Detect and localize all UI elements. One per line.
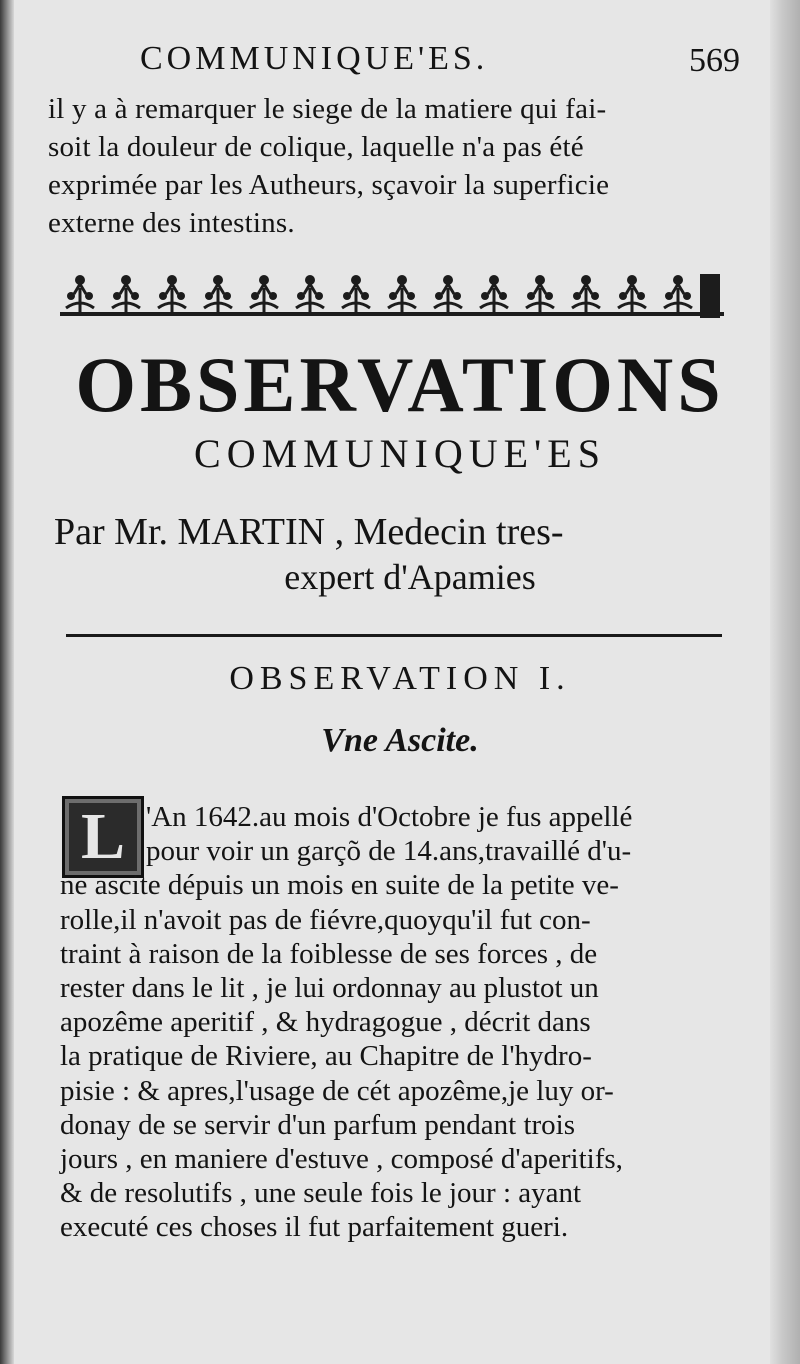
author-line: Par Mr. MARTIN , Medecin tres- bbox=[54, 511, 564, 553]
observation-body bbox=[60, 800, 750, 1245]
text-line: apozême aperitif , & hydragogue , décrit dans bbox=[60, 1006, 591, 1039]
text-line: rester dans le lit , je lui ordonnay au plustot un bbox=[60, 972, 599, 1005]
text-line: externe des intestins. bbox=[48, 207, 295, 239]
section-title: OBSERVATIONS bbox=[75, 341, 725, 428]
author-origin: expert d'Apamies bbox=[284, 557, 536, 597]
text-line: & de resolutifs , une seule fois le jour : ayant bbox=[60, 1177, 582, 1210]
observation-subtitle: Vne Ascite. bbox=[321, 722, 479, 759]
text-line: 'An 1642.au mois d'Octobre je fus appellé bbox=[146, 801, 633, 833]
text-line: executé ces choses il fut parfaitement gueri. bbox=[60, 1211, 569, 1244]
page-header bbox=[40, 40, 740, 90]
text-line: pisie : & apres,l'usage de cét apozême,je luy or- bbox=[60, 1074, 614, 1107]
running-head: COMMUNIQUE'ES. bbox=[140, 40, 489, 77]
observation-heading: OBSERVATION I. bbox=[229, 660, 571, 697]
text-line: rolle,il n'avoit pas de fiévre,quoyqu'il fut con- bbox=[60, 903, 591, 936]
section-subtitle: COMMUNIQUE'ES bbox=[194, 431, 606, 476]
text-line: pour voir un garçõ de 14.ans,travaillé d'u- bbox=[146, 835, 632, 868]
text-line: donay de se servir d'un parfum pendant trois bbox=[60, 1108, 576, 1141]
text-line: ne ascite dépuis un mois en suite de la petite ve- bbox=[60, 869, 619, 902]
continued-text bbox=[48, 90, 748, 242]
drop-cap-letter: L bbox=[80, 800, 126, 873]
page-number: 569 bbox=[689, 42, 740, 79]
fleuron-ornament-band bbox=[60, 268, 724, 328]
text-line: la pratique de Riviere, au Chapitre de l'hydro- bbox=[60, 1040, 592, 1073]
text-line: soit la douleur de colique, laquelle n'a pas été bbox=[48, 131, 584, 163]
text-line: jours , en maniere d'estuve , composé d'aperitifs, bbox=[60, 1143, 623, 1176]
text-line: exprimée par les Autheurs, sçavoir la superficie bbox=[48, 169, 610, 201]
text-line: il y a à remarquer le siege de la matiere qui fai- bbox=[48, 93, 607, 125]
text-line: traint à raison de la foiblesse de ses forces , de bbox=[60, 937, 598, 970]
horizontal-rule bbox=[66, 634, 722, 637]
